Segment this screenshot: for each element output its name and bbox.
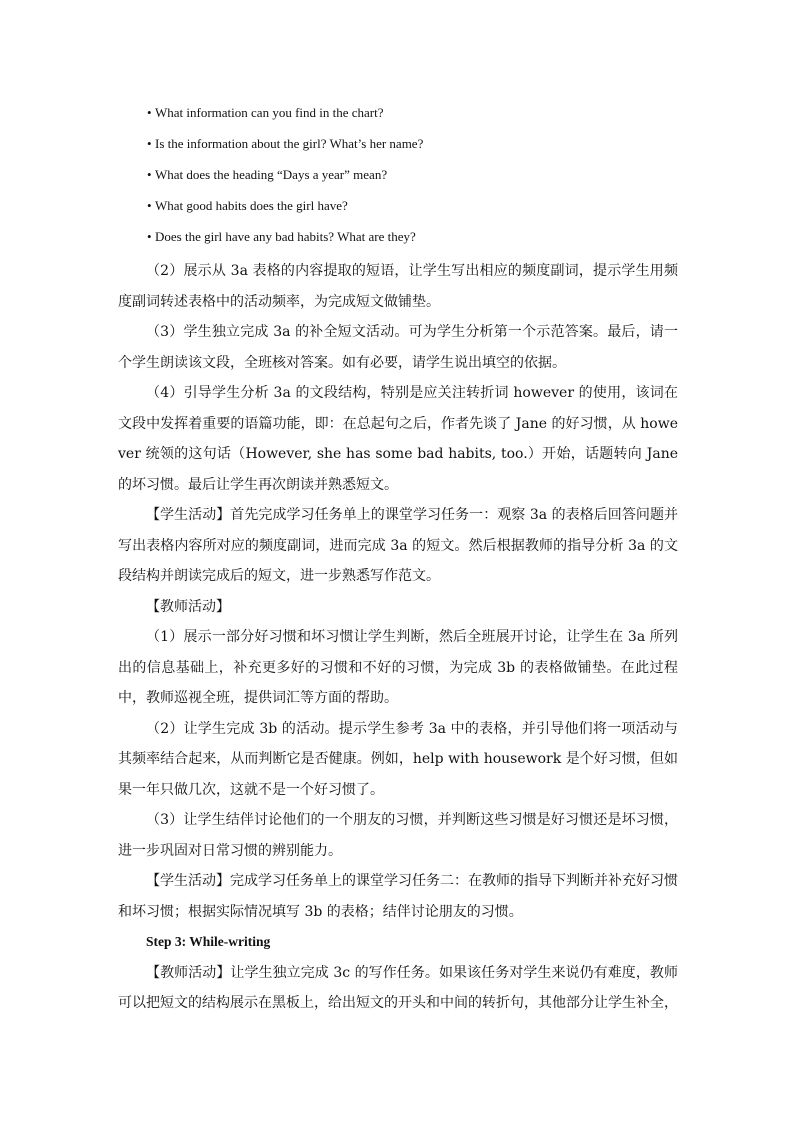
paragraph: （1）展示一部分好习惯和坏习惯让学生判断，然后全班展开讨论，让学生在 3a 所列出的信息基础上，补充更多好的习惯和不好的习惯，为完成 3b 的表格做铺垫。在此过程中，教师巡视全班，提供词汇等方面的帮助。: [118, 629, 678, 706]
teacher-activity-label: 【教师活动】: [146, 598, 230, 615]
question-item: [147, 165, 707, 196]
step-heading: Step 3: While-writing: [146, 934, 271, 949]
question-item: [147, 227, 707, 258]
question-text: Does the girl have any bad habits? What are they?: [155, 229, 416, 244]
question-item: [147, 196, 707, 227]
paragraph: （2）展示从 3a 表格的内容提取的短语，让学生写出相应的频度副词，提示学生用频度副词转述表格中的活动频率，为完成短文做铺垫。: [118, 263, 678, 310]
student-activity-paragraph: 【学生活动】首先完成学习任务单上的课堂学习任务一：观察 3a 的表格后回答问题并写出表格内容所对应的频度副词，进而完成 3a 的短文。然后根据教师的指导分析 3a 的文段结构并朗读完成后的短文，进一步熟悉写作范文。: [118, 507, 678, 584]
body-text: [118, 256, 678, 1019]
bullet-icon: •: [147, 167, 152, 182]
question-text: What does the heading “Days a year” mean?: [155, 167, 388, 182]
teacher-activity-paragraph: 【教师活动】让学生独立完成 3c 的写作任务。如果该任务对学生来说仍有难度，教师可以把短文的结构展示在黑板上，给出短文的开头和中间的转折句，其他部分让学生补全，: [118, 964, 678, 1011]
bullet-icon: •: [147, 105, 152, 120]
student-activity-paragraph: 【学生活动】完成学习任务单上的课堂学习任务二：在教师的指导下判断并补充好习惯和坏习惯；根据实际情况填写 3b 的表格；结伴讨论朋友的习惯。: [118, 873, 678, 920]
paragraph: （3）让学生结伴讨论他们的一个朋友的习惯，并判断这些习惯是好习惯还是坏习惯，进一步巩固对日常习惯的辨别能力。: [118, 812, 678, 859]
question-list: [147, 103, 707, 258]
question-item: [147, 103, 707, 134]
bullet-icon: •: [147, 136, 152, 151]
bullet-icon: •: [147, 198, 152, 213]
question-text: What good habits does the girl have?: [155, 198, 348, 213]
paragraph: （4）引导学生分析 3a 的文段结构，特别是应关注转折词 however 的使用，该词在文段中发挥着重要的语篇功能，即：在总起句之后，作者先谈了 Jane 的好习惯，从 however 统领的这句话（However, she has some bad habits, too.）开始，话题转向 Jane 的坏习惯。最后让学生再次朗读并熟悉短文。: [118, 385, 678, 493]
question-item: [147, 134, 707, 165]
paragraph: （2）让学生完成 3b 的活动。提示学生参考 3a 中的表格，并引导他们将一项活动与其频率结合起来，从而判断它是否健康。例如，help with housework 是个好习惯，但如果一年只做几次，这就不是一个好习惯了。: [118, 720, 678, 798]
question-text: Is the information about the girl? What’s her name?: [155, 136, 424, 151]
paragraph: （3）学生独立完成 3a 的补全短文活动。可为学生分析第一个示范答案。最后，请一个学生朗读该文段，全班核对答案。如有必要，请学生说出填空的依据。: [118, 324, 678, 371]
question-text: What information can you find in the chart?: [155, 105, 384, 120]
bullet-icon: •: [147, 229, 152, 244]
